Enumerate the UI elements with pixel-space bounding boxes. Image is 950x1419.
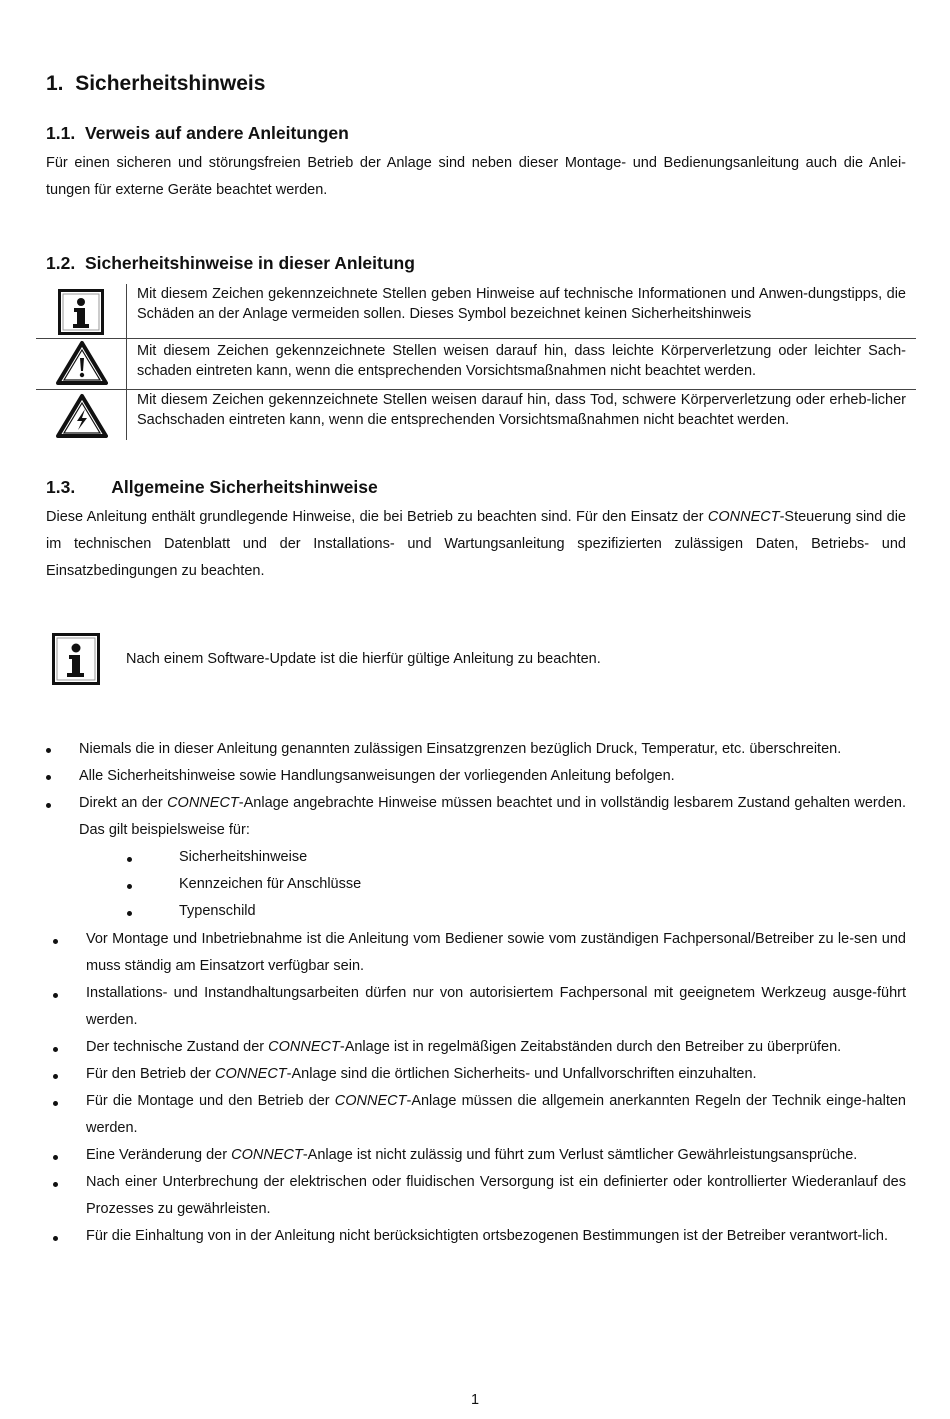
- list-item: Für die Einhaltung von in der Anleitung nicht berücksichtigten ortsbezogenen Bestimmungen ist der Betreiber verantwort-lich.: [86, 1228, 888, 1244]
- bullet-dot: [127, 884, 132, 889]
- bullet-dot: [53, 1101, 58, 1106]
- subsection-heading-1-3: [46, 477, 378, 498]
- subsection-title: Sicherheitshinweise in dieser Anleitung: [84, 253, 415, 273]
- section-title: Sicherheitshinweis: [75, 72, 266, 95]
- list-item-text: -Anlage angebrachte Hinweise müssen beachtet und in vollständig lesbarem Zustand gehalten werden. Das gilt beispielsweise für:: [79, 795, 906, 838]
- brand-name: CONNECT: [231, 1147, 303, 1163]
- sub-list-item: Sicherheitshinweise: [179, 849, 308, 865]
- info-icon: [52, 633, 100, 685]
- bullet-dot: [53, 939, 58, 944]
- sub-list-item: Typenschild: [179, 903, 256, 919]
- info-note: Nach einem Software-Update ist die hierfür gültige Anleitung zu beachten.: [126, 651, 601, 667]
- paragraph-references: Für einen sicheren und störungsfreien Betrieb der Anlage sind neben dieser Montage- und Bedienungsanleitung auch die Anlei-tungen für externe Geräte beachtet werden.: [46, 155, 906, 198]
- intro-text: Diese Anleitung enthält grundlegende Hinweise, die bei Betrieb zu beachten sind. Für den Einsatz der: [46, 509, 708, 525]
- warning-icon: [56, 339, 108, 387]
- list-item: Installations- und Instandhaltungsarbeiten dürfen nur von autorisiertem Fachpersonal mit geeignetem Werkzeug ausge-führt werden.: [86, 985, 906, 1028]
- symbol-description: Mit diesem Zeichen gekennzeichnete Stellen weisen darauf hin, dass leichte Körperverletzung oder leichter Sach-schaden eintreten kann, wenn die entsprechenden Vorsichtsmaßnahmen nicht beachtet werden.: [137, 343, 906, 379]
- symbol-description: Mit diesem Zeichen gekennzeichnete Stellen geben Hinweise auf technische Informationen und Anwen-dungstipps, die Schäden an der Anlage vermeiden sollen. Dieses Symbol bezeichnet keinen Sicherheitshinweis: [137, 286, 906, 322]
- subsection-heading-1-2: [46, 253, 415, 274]
- brand-name: CONNECT: [334, 1093, 407, 1109]
- sub-list-item: Kennzeichen für Anschlüsse: [179, 876, 362, 892]
- brand-name: CONNECT: [268, 1039, 340, 1055]
- subsection-number: 1.2.: [46, 253, 76, 273]
- bullet-dot: [53, 1047, 58, 1052]
- list-item: [86, 1034, 906, 1061]
- list-item-text: Der technische Zustand der: [86, 1039, 269, 1055]
- bullet-dot: [127, 857, 132, 862]
- symbol-description: Mit diesem Zeichen gekennzeichnete Stellen weisen darauf hin, dass Tod, schwere Körperverletzung oder erheb-licher Sachschaden eintreten kann, wenn die entsprechenden Vorsichtsmaßnahmen nicht beachtet werden.: [137, 392, 906, 428]
- brand-name: CONNECT: [167, 795, 239, 811]
- intro-text: -Steuerung sind die im technischen Datenblatt und der Installations- und Wartungsanleitung spezifizierten zulässigen Daten, Betriebs- und Einsatzbedingungen zu beachten.: [46, 509, 907, 579]
- list-item-text: Eine Veränderung der: [86, 1147, 232, 1163]
- list-item: Niemals die in dieser Anleitung genannten zulässigen Einsatzgrenzen bezüglich Druck, Temperatur, etc. überschreiten.: [79, 741, 842, 757]
- brand-name: CONNECT: [214, 1066, 287, 1082]
- subsection-heading-1-1: [46, 123, 349, 144]
- brand-name: CONNECT: [707, 509, 780, 525]
- bullet-dot: [46, 803, 51, 808]
- subsection-title: Allgemeine Sicherheitshinweise: [111, 477, 378, 497]
- list-item-text: Direkt an der: [79, 795, 168, 811]
- section-number: 1.: [46, 72, 64, 95]
- list-item-text: -Anlage ist nicht zulässig und führt zum Verlust sämtlicher Gewährleistungsansprüche.: [302, 1147, 858, 1163]
- list-item-text: Für den Betrieb der: [86, 1066, 215, 1082]
- list-item-text: -Anlage sind die örtlichen Sicherheits- und Unfallvorschriften einzuhalten.: [286, 1066, 757, 1082]
- list-item: Vor Montage und Inbetriebnahme ist die Anleitung vom Bediener sowie vom zuständigen Fachpersonal/Betreiber zu le-sen und muss ständig am Einsatzort verfügbar sein.: [86, 931, 906, 974]
- subsection-number: 1.3.: [46, 477, 76, 497]
- symbol-row-info: [36, 284, 916, 338]
- subsection-title: Verweis auf andere Anleitungen: [84, 123, 349, 143]
- list-item-text: Für die Montage und den Betrieb der: [86, 1093, 335, 1109]
- subsection-number: 1.1.: [46, 123, 76, 143]
- list-item: Alle Sicherheitshinweise sowie Handlungsanweisungen der vorliegenden Anleitung befolgen.: [79, 768, 675, 784]
- list-item: [86, 1088, 906, 1142]
- bullet-dot: [46, 748, 51, 753]
- bullet-dot: [53, 1074, 58, 1079]
- bullet-dot: [53, 1155, 58, 1160]
- bullet-dot: [53, 993, 58, 998]
- paragraph-general: [46, 504, 906, 585]
- info-icon: [58, 288, 104, 336]
- list-item: [86, 1061, 906, 1088]
- section-heading: [46, 72, 265, 96]
- page-number: 1: [470, 1392, 480, 1408]
- high-voltage-icon: [56, 392, 108, 440]
- list-item-text: -Anlage müssen die allgemein anerkannten Regeln der Technik einge-halten werden.: [86, 1093, 906, 1136]
- list-item: [86, 1142, 906, 1169]
- bullet-dot: [127, 911, 132, 916]
- list-item-text: -Anlage ist in regelmäßigen Zeitabständen durch den Betreiber zu überprüfen.: [339, 1039, 842, 1055]
- symbol-row-high-voltage: [36, 390, 916, 440]
- symbol-row-warning: [36, 339, 916, 389]
- bullet-dot: [53, 1182, 58, 1187]
- list-item: Nach einer Unterbrechung der elektrischen oder fluidischen Versorgung ist ein definierter oder kontrollierter Wiederanlauf des Prozesses zu gewährleisten.: [86, 1174, 906, 1217]
- bullet-dot: [53, 1236, 58, 1241]
- list-item: [79, 790, 906, 844]
- bullet-dot: [46, 775, 51, 780]
